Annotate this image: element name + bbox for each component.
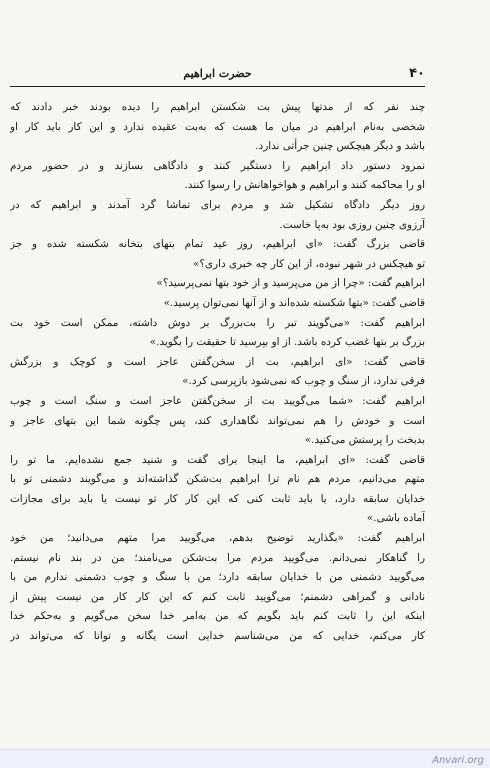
- text-line: ابراهیم گفت: «بگذارید توضیح بدهم، می‌گویید مرا متهم می‌دانید؛ من خود: [10, 532, 425, 545]
- text-line: ابراهیم گفت: «می‌گویند تبر را بت‌بزرگ بر دوش داشته، ممکن است خود بت: [10, 316, 425, 329]
- text-line: اینکه این را ثابت کنم باید بگویم که من به‌امر خدا سخن می‌گویم و به‌حکم خدا: [10, 610, 425, 623]
- text-line: فرقی ندارد، از سنگ و چوب که نمی‌شود بازپرسی کرد.»: [182, 375, 425, 388]
- text-line: روز دیگر دادگاه تشکیل شد و مردم برای تماشا گرد آمدند و ابراهیم که در: [10, 198, 425, 211]
- text-line: شخصی به‌نام ابراهیم در میان ما هست که به‌بت عقیده ندارد و این کار باید کار او: [10, 120, 425, 133]
- text-line: نادانی و گمراهی دشمنم؛ می‌گویید ثابت کنم که این کار کار من نیست پیش از: [10, 590, 425, 603]
- footer-bar: [0, 749, 490, 768]
- text-line: ابراهیم گفت: «چرا از من می‌پرسید و از خود بتها نمی‌پرسید؟»: [156, 277, 425, 290]
- page-header: [10, 66, 425, 84]
- text-line: قاضی گفت: «ای ابراهیم، ما اینجا برای گفت و شنید جمع نشده‌ایم. ما تو را: [10, 453, 425, 466]
- text-line: می‌گویید دشمنی من با خدایان سابقه دارد؛ من با سنگ و چوب دشمنی ندارم من با: [10, 571, 425, 584]
- text-line: را گناهکار نمی‌دانم. می‌گویید مردم مرا بت‌شکن می‌نامند؛ من در بند نام نیستم.: [10, 551, 425, 564]
- text-line: بدبخت را پرستش می‌کنید.»: [304, 434, 425, 447]
- header-rule: [10, 86, 425, 87]
- body-text: [10, 98, 425, 746]
- text-line: قاضی بزرگ گفت: «ای ابراهیم، روز عید تمام بتهای بتخانه شکسته شده و جز: [10, 238, 425, 251]
- running-title: حضرت ابراهیم: [183, 67, 252, 80]
- page-number: ۴۰: [409, 66, 425, 81]
- text-line: باشد و دیگر هیچکس چنین جرأتی ندارد.: [255, 140, 425, 153]
- text-line: قاضی گفت: «ای ابراهیم، بت از سخن‌گفتن عاجز است و کوچک و بزرگش: [10, 355, 425, 368]
- watermark: Anvari.org: [432, 755, 484, 766]
- text-line: بزرگ بر بتها غضب کرده باشد. از او بپرسید تا حقیقت را بگوید.»: [149, 336, 425, 349]
- text-line: او را محاکمه کنند و ابراهیم و هواخواهانش را رسوا کنند.: [184, 179, 425, 192]
- text-line: خدایان سابقه دارد، یا باید ثابت کنی که این کار کار تو نیست یا باید برای مجازات: [10, 492, 425, 505]
- text-line: آرزوی چنین روزی بود به‌پا خاست.: [279, 218, 425, 231]
- text-line: چند نفر که از مدتها پیش بت شکستن ابراهیم را دیده بودند خبر دادند که: [10, 101, 425, 113]
- text-line: نمرود دستور داد ابراهیم را دستگیر کنند و دادگاهی بسازند و در حضور مردم: [10, 159, 425, 172]
- text-line: متهم می‌دانیم، مردم هم نام ترا ابراهیم بت‌شکن گذاشته‌اند و می‌گویند دشمنی تو با: [10, 473, 425, 486]
- text-line: قاضی گفت: «بتها شکسته شده‌اند و از آنها نمی‌توان پرسید.»: [163, 296, 425, 309]
- text-line: کار می‌کنم، خدایی که من می‌شناسم خدایی است یگانه و توانا که می‌تواند در: [10, 630, 425, 643]
- text-line: است و خودش را هم نمی‌تواند نگاهداری کند، پس چگونه شما این بتهای عاجز و: [10, 414, 425, 427]
- text-line: تو هیچکس در شهر نبوده، از این کار چه خبری داری؟»: [193, 257, 425, 270]
- text-line: آماده باشی.»: [366, 512, 425, 525]
- text-line: ابراهیم گفت: «شما می‌گویید بت از سخن‌گفتن عاجز است و سنگ است و چوب: [10, 394, 425, 407]
